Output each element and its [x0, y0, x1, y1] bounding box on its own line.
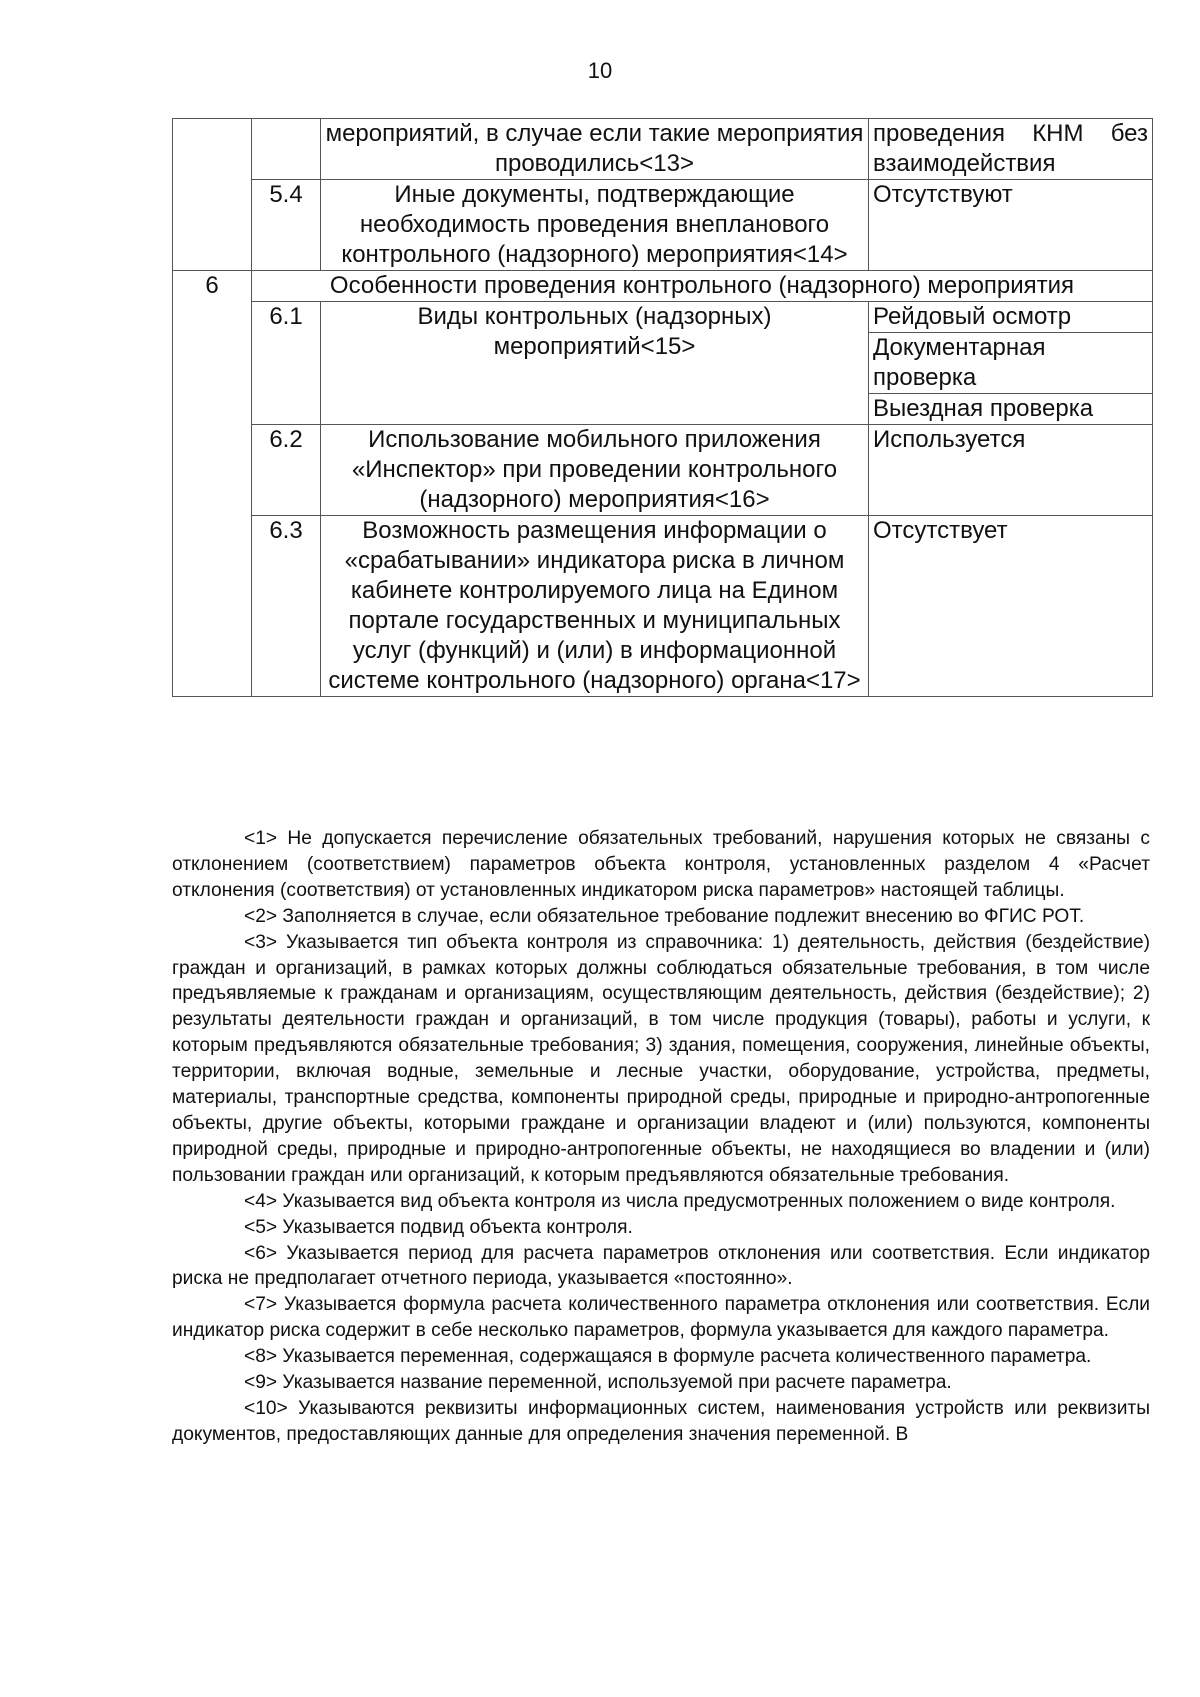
footnote: <5> Указывается подвид объекта контроля. — [244, 1216, 633, 1238]
subsection-number: 5.4 — [252, 180, 321, 271]
page-number: 10 — [587, 58, 613, 83]
footnote: <2> Заполняется в случае, если обязательное требование подлежит внесению во ФГИС РОТ. — [244, 905, 1085, 927]
footnote: <8> Указывается переменная, содержащаяся в формуле расчета количественного параметра. — [244, 1346, 1092, 1368]
footnote: <10> Указываются реквизиты информационных систем, наименования устройств или реквизиты документов, предоставляющих данные для определения значения переменной. В — [172, 1397, 1150, 1445]
footnote: <6> Указывается период для расчета параметров отклонения или соответствия. Если индикатор риска не предполагает отчетного периода, указывается «постоянно». — [172, 1242, 1150, 1290]
indicator-table — [172, 118, 1153, 697]
footnote: <9> Указывается название переменной, используемой при расчете параметра. — [244, 1372, 952, 1394]
subsection-number: 6.3 — [252, 516, 321, 697]
row-description: Использование мобильного приложения «Инспектор» при проведении контрольного (надзорного) мероприятия<16> — [321, 425, 869, 516]
footnotes — [172, 826, 1150, 1448]
footnote: <3> Указывается тип объекта контроля из справочника: 1) деятельность, действия (бездействие) граждан и организаций, в рамках которых должны соблюдаться обязательные требования, в том числе предъявляемые к гражданам и организациям, осуществляющим деятельность, действия (бездействие); 2) результаты деятельности граждан и организаций, в том числе продукция (товары), работы и услуги, к которым предъявляются обязательные требования; 3) здания, помещения, сооружения, линейные объекты, территории, включая водные, земельные и лесные участки, оборудование, устройства, предметы, материалы, транспортные средства, компоненты природной среды, природные и природно-антропогенные объекты, другие объекты, которыми граждане и организации владеют и (или) пользуются, компоненты природной среды, природные и природно-антропогенные объекты, не находящиеся во владении и (или) пользовании граждан или организаций, к которым предъявляются обязательные требования. — [172, 931, 1150, 1186]
row-value: Отсутствуют — [869, 180, 1153, 271]
subsection-number-cell — [252, 119, 321, 180]
row-value-line: проведения КНМ без — [873, 120, 1148, 147]
subsection-number: 6.2 — [252, 425, 321, 516]
row-value: Используется — [869, 425, 1153, 516]
row-value-line: взаимодействия — [873, 150, 1056, 177]
section-title: Особенности проведения контрольного (надзорного) мероприятия — [252, 271, 1153, 302]
section-number: 6 — [173, 271, 252, 697]
table-row — [173, 180, 1153, 271]
row-value: Выездная проверка — [869, 394, 1153, 425]
row-description: Виды контрольных (надзорных) мероприятий<15> — [321, 302, 869, 425]
row-description: Возможность размещения информации о «срабатывании» индикатора риска в личном кабинете контролируемого лица на Едином портале государственных и муниципальных услуг (функций) и (или) в информационной системе контрольного (надзорного) органа<17> — [321, 516, 869, 697]
table-row — [173, 425, 1153, 516]
table-row — [173, 302, 1153, 333]
row-value — [869, 119, 1153, 180]
row-value: Документарная проверка — [869, 333, 1153, 394]
section-number-cell — [173, 119, 252, 271]
table-row — [173, 271, 1153, 302]
row-value: Рейдовый осмотр — [869, 302, 1153, 333]
footnote: <1> Не допускается перечисление обязательных требований, нарушения которых не связаны с отклонением (соответствием) параметров объекта контроля, установленных разделом 4 «Расчет отклонения (соответствия) от установленных индикатором риска параметров» настоящей таблицы. — [172, 828, 1150, 901]
table-row — [173, 516, 1153, 697]
row-value: Отсутствует — [869, 516, 1153, 697]
footnote: <4> Указывается вид объекта контроля из числа предусмотренных положением о виде контроля. — [244, 1190, 1116, 1212]
table-row — [173, 119, 1153, 180]
subsection-number: 6.1 — [252, 302, 321, 425]
row-description: Иные документы, подтверждающие необходимость проведения внепланового контрольного (надзорного) мероприятия<14> — [321, 180, 869, 271]
footnote: <7> Указывается формула расчета количественного параметра отклонения или соответствия. Если индикатор риска содержит в себе несколько параметров, формула указывается для каждого параметра. — [172, 1294, 1150, 1342]
row-description: мероприятий, в случае если такие мероприятия проводились<13> — [321, 119, 869, 180]
